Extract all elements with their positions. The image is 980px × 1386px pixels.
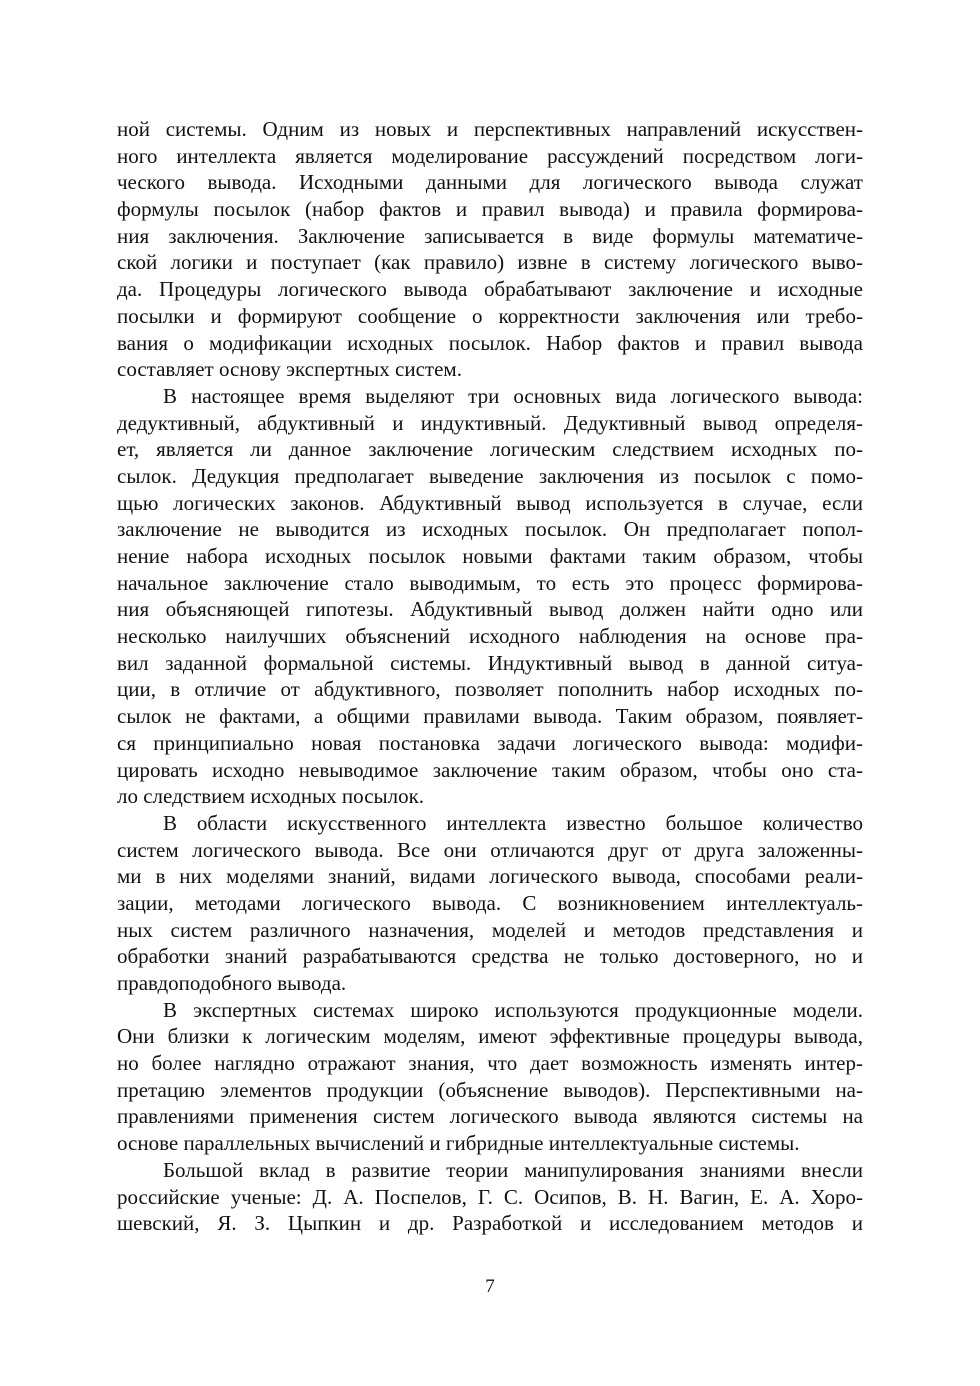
text-line: ного интеллекта является моделирование рассуждений посредством логи- — [117, 143, 863, 168]
text-line: дедуктивный, абдуктивный и индуктивный. Дедуктивный вывод определя- — [117, 410, 863, 435]
text-line: претацию элементов продукции (объяснение выводов). Перспективными на- — [117, 1077, 863, 1102]
page-number: 7 — [485, 1276, 495, 1297]
text-line: ской логики и поступает (как правило) извне в систему логического выво- — [117, 250, 863, 275]
text-line: правдоподобного вывода. — [117, 971, 347, 995]
text-line: ной системы. Одним из новых и перспективных направлений искусствен- — [117, 117, 863, 141]
text-line: Они близки к логическим моделям, имеют эффективные процедуры вывода, — [117, 1024, 863, 1049]
text-line: ми в них моделями знаний, видами логического вывода, способами реали- — [117, 864, 863, 889]
text-line: щью логических законов. Абдуктивный вывод используется в случае, если — [117, 490, 863, 515]
text-line: да. Процедуры логического вывода обрабатывают заключение и исходные — [117, 277, 863, 302]
text-line: но более наглядно отражают знания, что дает возможность изменять интер- — [117, 1051, 863, 1076]
paragraph — [117, 810, 863, 997]
text-line: вил заданной формальной системы. Индуктивный вывод в данной ситуа- — [117, 650, 863, 675]
text-line: зации, методами логического вывода. С возникновением интеллектуаль- — [117, 890, 863, 915]
text-line: систем логического вывода. Все они отличаются друг от друга заложенны- — [117, 837, 863, 862]
text-line: формулы посылок (набор фактов и правил вывода) и правила формирова- — [117, 197, 863, 222]
text-line: ет, является ли данное заключение логическим следствием исходных по- — [117, 437, 863, 462]
text-line: ции, в отличие от абдуктивного, позволяет пополнить набор исходных по- — [117, 677, 863, 702]
text-line: нение набора исходных посылок новыми фактами таким образом, чтобы — [117, 544, 863, 568]
text-line: вания о модификации исходных посылок. Набор фактов и правил вывода — [117, 330, 863, 355]
text-line: ся принципиально новая постановка задачи логического вывода: модифи- — [117, 730, 863, 755]
text-line: начальное заключение стало выводимым, то есть это процесс формирова- — [117, 570, 863, 595]
text-line: обработки знаний разрабатываются средства не только достоверного, но и — [117, 944, 863, 969]
text-line: посылки и формируют сообщение о корректности заключения или требо- — [117, 303, 863, 328]
text-line: ло следствием исходных посылок. — [117, 784, 425, 809]
text-line: ных систем различного назначения, моделей и методов представления и — [117, 917, 863, 942]
text-line: заключение не выводится из исходных посылок. Он предполагает попол- — [117, 517, 863, 542]
text-line: российские ученые: Д. А. Поспелов, Г. С. Осипов, В. Н. Вагин, Е. А. Хоро- — [117, 1184, 863, 1209]
paragraph — [117, 997, 863, 1157]
text-line: ния объясняющей гипотезы. Абдуктивный вывод должен найти одно или — [117, 597, 863, 622]
paragraph — [117, 116, 863, 383]
paragraph — [117, 383, 863, 810]
text-line: основе параллельных вычислений и гибридные интеллектуальные системы. — [117, 1131, 800, 1156]
text-line: В экспертных системах широко используются продукционные модели. — [163, 997, 863, 1022]
text-line: В области искусственного интеллекта известно большое количество — [163, 810, 863, 835]
text-line: ния заключения. Заключение записывается в виде формулы математиче- — [117, 223, 863, 248]
text-line: сылок. Дедукция предполагает выведение заключения из посылок с помо- — [117, 463, 863, 488]
paragraph — [117, 1157, 863, 1237]
text-line: составляет основу экспертных систем. — [117, 357, 462, 382]
text-line: Большой вклад в развитие теории манипулирования знаниями внесли — [163, 1157, 863, 1182]
text-line: правлениями применения систем логического вывода являются системы на — [117, 1104, 863, 1129]
page-text-body — [117, 116, 863, 1237]
text-line: несколько наилучших объяснений исходного наблюдения на основе пра- — [117, 624, 863, 649]
text-line: В настоящее время выделяют три основных вида логического вывода: — [163, 383, 863, 408]
text-line: ческого вывода. Исходными данными для логического вывода служат — [117, 170, 863, 195]
text-line: цировать исходно невыводимое заключение таким образом, чтобы оно ста- — [117, 757, 863, 782]
text-line: шевский, Я. З. Цыпкин и др. Разработкой и исследованием методов и — [117, 1211, 863, 1236]
text-line: сылок не фактами, а общими правилами вывода. Таким образом, появляет- — [117, 704, 863, 729]
